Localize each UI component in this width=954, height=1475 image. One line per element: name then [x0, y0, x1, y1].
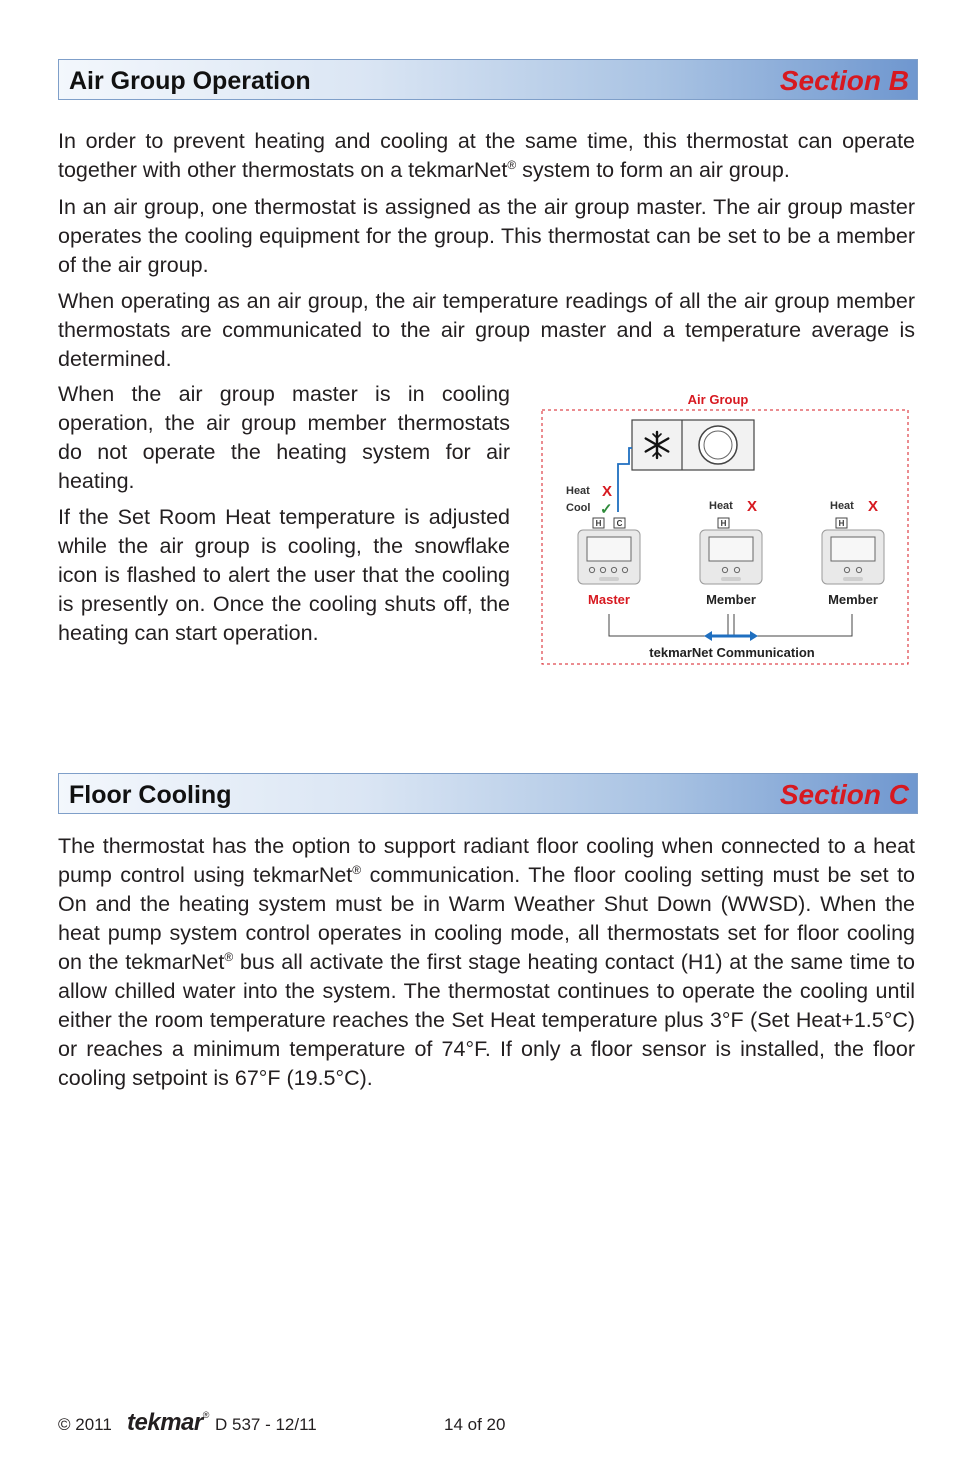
member2-heat-x-icon: X: [868, 498, 879, 515]
master-label: Master: [588, 592, 630, 607]
master-heat-label: Heat: [566, 485, 590, 497]
member1-label: Member: [706, 592, 756, 607]
document-code: D 537 - 12/11: [215, 1415, 317, 1434]
text-run: communication. The floor cooling setting must be set to On and the heating system must be in Warm Weather Shut Down (WWSD). When the heat pump system control operates in cooling mode, all thermostats set for floor cooling on the tekmarNet: [58, 863, 916, 974]
text-run: bus all activate the first stage heating contact (H1) at the same time to allow chilled water into the system. The thermostat continues to operate the cooling until either the room temperature reaches the Set Heat temperature plus 3°F (Set Heat+1.5°C) or reaches a minimum temperature of 74°F. If only a floor sensor is installed, the floor cooling setpoint is 67°F (19.5°C).: [58, 950, 915, 1090]
bus-label: tekmarNet Communication: [649, 645, 815, 660]
air-group-diagram: [536, 388, 916, 672]
member1-heat-label: Heat: [709, 500, 733, 512]
member1-heat-x-icon: X: [747, 498, 758, 515]
paragraph: In an air group, one thermostat is assigned as the air group master. The air group master operates the cooling equipment for the group. This thermostat can be set to be a member of the air group.: [58, 195, 915, 277]
brand-name: tekmar: [127, 1409, 203, 1436]
air-group-label: Air Group: [687, 392, 749, 407]
paragraph: [58, 832, 915, 1093]
section-label: Section C: [779, 779, 909, 810]
master-cool-label: Cool: [566, 502, 591, 514]
section-title: Air Group Operation: [69, 67, 311, 95]
section-title: Floor Cooling: [69, 781, 232, 809]
registered-mark: ®: [507, 158, 517, 172]
member1-thermostat: [700, 530, 762, 584]
registered-mark: ®: [202, 1410, 209, 1420]
paragraph: When the air group master is in cooling operation, the air group member thermostats do not operate the heating system for air heating.: [58, 382, 510, 493]
terminal-c: C: [616, 519, 623, 528]
tekmar-logo: [127, 1409, 209, 1437]
tekmarnet-bus: [609, 614, 852, 636]
section-label: Section B: [779, 65, 909, 96]
double-arrow-icon: [704, 631, 758, 641]
section-b-header: [58, 59, 918, 100]
member2-heat-label: Heat: [830, 500, 854, 512]
text-run: In order to prevent heating and cooling at the same time, this thermostat can operate together with other thermostats on a tekmarNet: [58, 129, 915, 182]
registered-mark: ®: [224, 950, 234, 964]
page-number: 14 of 20: [444, 1415, 506, 1434]
paragraph: [58, 127, 915, 185]
fan-icon: [699, 426, 737, 464]
terminal-h: H: [720, 519, 727, 528]
text-run: system to form an air group.: [516, 158, 790, 182]
paragraph: When operating as an air group, the air temperature readings of all the air group member thermostats are communicated to the air group master and a temperature average is determined.: [58, 289, 915, 371]
copyright: © 2011: [58, 1415, 112, 1434]
section-c-header: [58, 773, 918, 814]
terminal-h: H: [595, 519, 602, 528]
cooling-unit: [632, 420, 754, 470]
terminal-h: H: [838, 519, 845, 528]
registered-mark: ®: [352, 863, 362, 877]
text-run: The thermostat has the option to support radiant floor cooling when connected to a heat pump control using tekmarNet: [58, 834, 915, 887]
master-thermostat: [578, 530, 640, 584]
master-heat-x-icon: X: [602, 483, 613, 500]
master-cool-check-icon: ✓: [600, 501, 613, 518]
control-wire: [618, 448, 632, 512]
paragraph: If the Set Room Heat temperature is adjusted while the air group is cooling, the snowflake icon is flashed to alert the user that the cooling is presently on. Once the cooling shuts off, the heating can start operation.: [58, 505, 510, 645]
member2-thermostat: [822, 530, 884, 584]
member2-label: Member: [828, 592, 878, 607]
